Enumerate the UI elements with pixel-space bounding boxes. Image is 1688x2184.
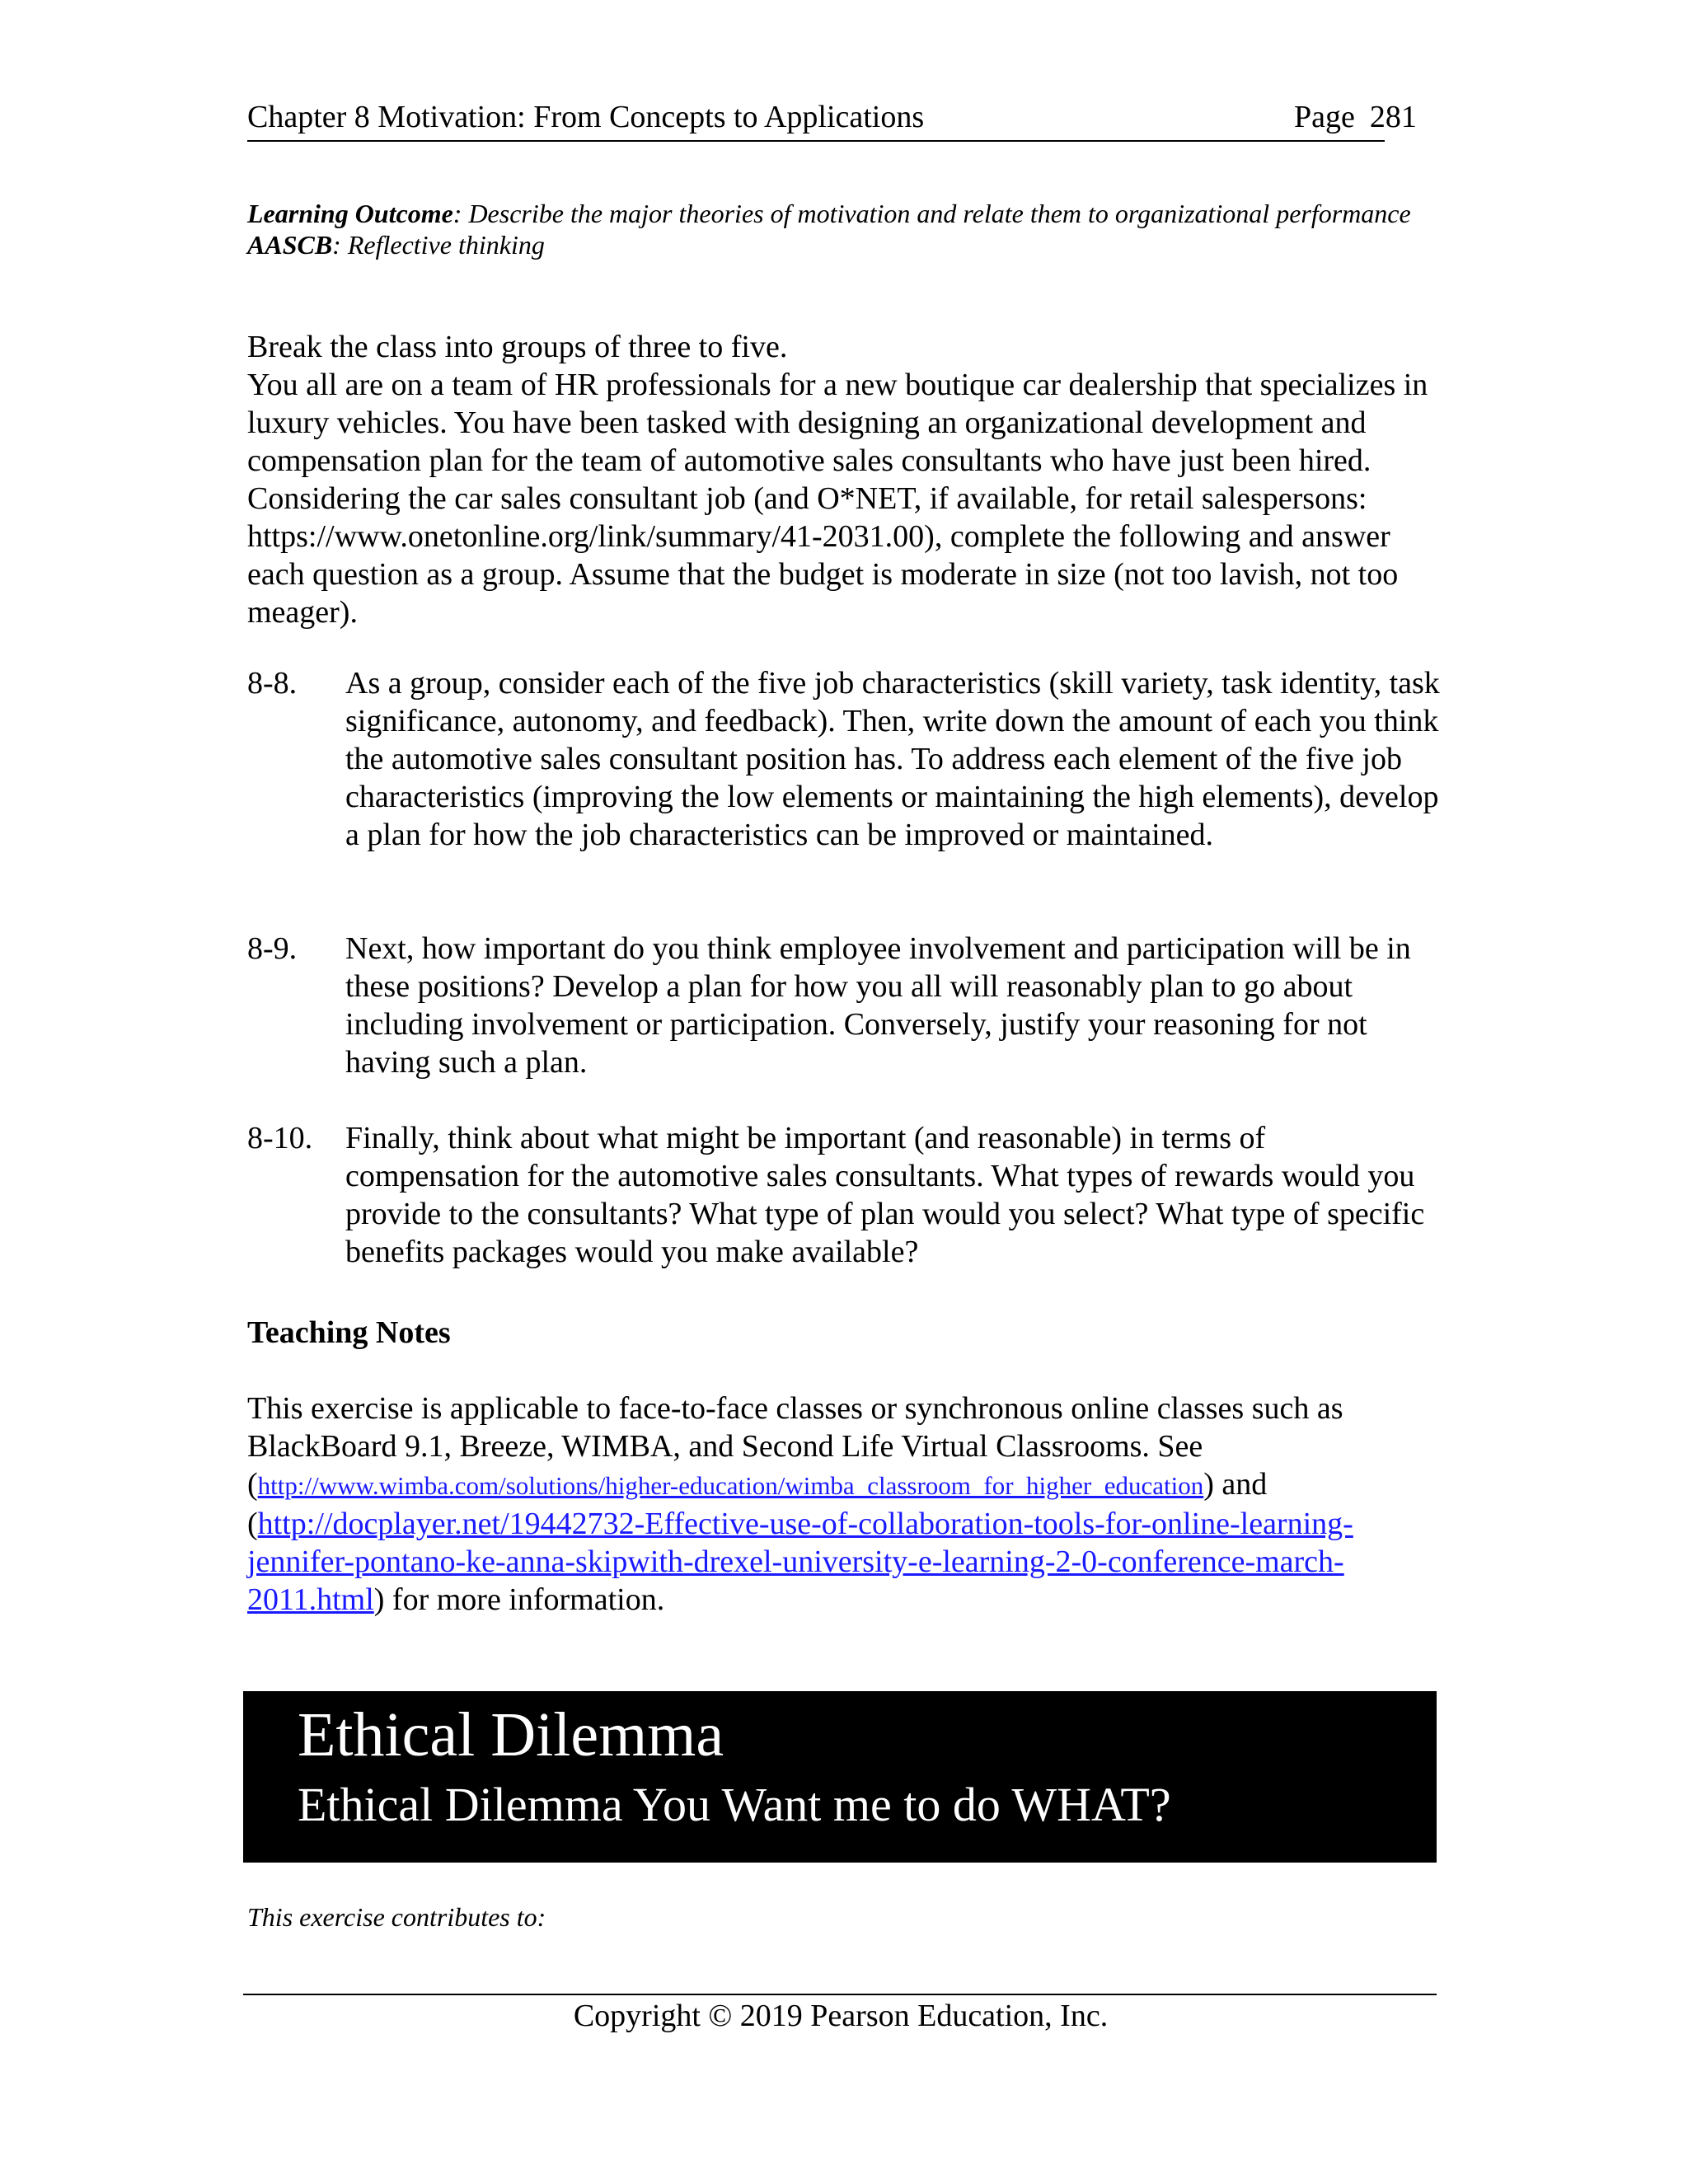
intro-block xyxy=(247,328,1434,631)
copyright-footer: Copyright © 2019 Pearson Education, Inc. xyxy=(573,1999,1109,2033)
aascb-label: AASCB xyxy=(247,230,333,260)
contributes-label: This exercise contributes to: xyxy=(247,1902,546,1932)
aascb-text: : Reflective thinking xyxy=(332,230,545,260)
footer-rule xyxy=(243,1994,1437,1995)
question-number: 8-9. xyxy=(247,931,298,966)
page-label: Page xyxy=(1294,100,1355,134)
banner-subtitle: Ethical Dilemma You Want me to do WHAT? xyxy=(298,1778,1171,1831)
question-text: Finally, think about what might be important (and reasonable) in terms of compensation for the automotive sales consultants. What types of rewards would you provide to the consultants? What type of plan would you select? What type of specific benefits packages would you make available? xyxy=(345,1121,1425,1269)
notes-text-before: This exercise is applicable to face-to-face classes or synchronous online classes such as BlackBoard 9.1, Breeze, WIMBA, and Second Life Virtual Classrooms. See ( xyxy=(247,1391,1343,1502)
learning-outcome-label: Learning Outcome xyxy=(247,199,453,228)
question-number: 8-10. xyxy=(247,1121,313,1155)
teaching-notes-paragraph xyxy=(247,1390,1434,1619)
page-number: 281 xyxy=(1369,100,1417,134)
banner-title: Ethical Dilemma xyxy=(298,1700,724,1769)
wimba-link[interactable]: http://www.wimba.com/solutions/higher-education/wimba_classroom_for_higher_education xyxy=(257,1471,1204,1500)
header-rule xyxy=(247,140,1385,142)
notes-text-after: ) for more information. xyxy=(373,1582,665,1617)
learning-outcome-block xyxy=(247,198,1418,260)
question-8-8 xyxy=(247,664,1442,854)
docplayer-link[interactable]: http://docplayer.net/19442732-Effective-use-of-collaboration-tools-for-online-learning-jennifer-pontano-ke-anna-skipwith-drexel-university-e-learning-2-0-conference-march-2011.html xyxy=(247,1507,1353,1617)
chapter-title: Chapter 8 Motivation: From Concepts to Applications xyxy=(247,100,925,134)
ethical-dilemma-banner xyxy=(243,1691,1437,1863)
intro-line: Break the class into groups of three to five. xyxy=(247,330,788,364)
notes-text-between: ) and ( xyxy=(247,1467,1268,1541)
question-8-10 xyxy=(247,1119,1442,1271)
question-8-9 xyxy=(247,930,1442,1081)
page-header xyxy=(247,97,1434,147)
teaching-notes-heading: Teaching Notes xyxy=(247,1315,451,1350)
intro-paragraph: You all are on a team of HR professionals for a new boutique car dealership that specializes in luxury vehicles. You have been tasked with designing an organizational development and compensation plan for the team of automotive sales consultants who have just been hired. Considering the car sales consultant job (and O*NET, if available, for retail salespersons: https://www.onetonline.org/link/summary/41-2031.00), complete the following and answer each question as a group. Assume that the budget is moderate in size (not too lavish, not too meager). xyxy=(247,368,1428,630)
question-text: As a group, consider each of the five job characteristics (skill variety, task identity, task significance, autonomy, and feedback). Then, write down the amount of each you think the automotive sales consultant position has. To address each element of the five job characteristics (improving the low elements or maintaining the high elements), develop a plan for how the job characteristics can be improved or maintained. xyxy=(345,666,1440,852)
page-number-label xyxy=(1294,97,1417,137)
question-number: 8-8. xyxy=(247,666,298,701)
question-text: Next, how important do you think employee involvement and participation will be in these positions? Develop a plan for how you all will reasonably plan to go about including involvement or participation. Conversely, justify your reasoning for not having such a plan. xyxy=(345,931,1411,1080)
learning-outcome-text: : Describe the major theories of motivation and relate them to organizational performance xyxy=(452,199,1411,228)
